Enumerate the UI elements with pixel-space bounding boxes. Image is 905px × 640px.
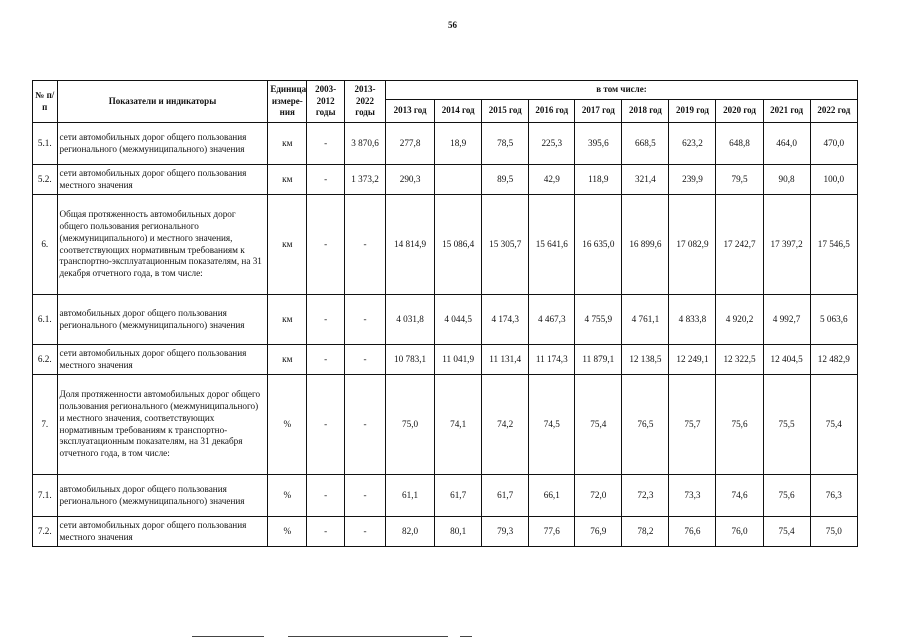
header-year: 2016 год (529, 100, 575, 123)
year-value: 15 641,6 (529, 195, 575, 295)
indicators-table (32, 80, 858, 547)
year-value: 290,3 (386, 165, 435, 195)
year-value: 321,4 (622, 165, 669, 195)
table-row (33, 165, 858, 195)
unit-cell: км (268, 165, 307, 195)
value-2013-2022: - (345, 295, 386, 345)
year-value: 74,2 (482, 375, 529, 475)
year-value: 12 322,5 (716, 345, 763, 375)
row-number: 6.1. (33, 295, 58, 345)
table-row (33, 345, 858, 375)
bottom-rule (0, 634, 905, 640)
year-value: 76,6 (669, 517, 716, 547)
row-number: 7.2. (33, 517, 58, 547)
value-2003-2012: - (307, 165, 345, 195)
year-value: 118,9 (575, 165, 622, 195)
year-value: 80,1 (435, 517, 482, 547)
year-value: 90,8 (763, 165, 810, 195)
year-value: 17 546,5 (810, 195, 857, 295)
year-value: 4 031,8 (386, 295, 435, 345)
year-value: 18,9 (435, 123, 482, 165)
table-body (33, 123, 858, 547)
year-value: 16 899,6 (622, 195, 669, 295)
table-row (33, 295, 858, 345)
year-value: 76,5 (622, 375, 669, 475)
year-value: 277,8 (386, 123, 435, 165)
year-value: 17 397,2 (763, 195, 810, 295)
unit-cell: % (268, 375, 307, 475)
year-value: 100,0 (810, 165, 857, 195)
year-value: 4 833,8 (669, 295, 716, 345)
year-value: 79,3 (482, 517, 529, 547)
year-value: 75,4 (810, 375, 857, 475)
year-value: 72,0 (575, 475, 622, 517)
table-row (33, 195, 858, 295)
indicator-name: сети автомобильных дорог общего пользования местного значения (57, 345, 268, 375)
year-value: 78,5 (482, 123, 529, 165)
indicator-name: сети автомобильных дорог общего пользования местного значения (57, 165, 268, 195)
value-2003-2012: - (307, 375, 345, 475)
year-value: 15 305,7 (482, 195, 529, 295)
value-2003-2012: - (307, 195, 345, 295)
year-value: 4 761,1 (622, 295, 669, 345)
year-value: 395,6 (575, 123, 622, 165)
value-2013-2022: - (345, 195, 386, 295)
year-value: 73,3 (669, 475, 716, 517)
year-value: 75,7 (669, 375, 716, 475)
year-value: 668,5 (622, 123, 669, 165)
row-number: 5.2. (33, 165, 58, 195)
header-year: 2018 год (622, 100, 669, 123)
year-value: 14 814,9 (386, 195, 435, 295)
year-value: 75,4 (575, 375, 622, 475)
header-year: 2017 год (575, 100, 622, 123)
year-value: 17 242,7 (716, 195, 763, 295)
value-2013-2022: - (345, 375, 386, 475)
header-including: в том числе: (386, 81, 858, 100)
table-row (33, 475, 858, 517)
year-value: 74,1 (435, 375, 482, 475)
year-value: 17 082,9 (669, 195, 716, 295)
row-number: 7.1. (33, 475, 58, 517)
indicator-name: сети автомобильных дорог общего пользования регионального (межмуниципального) значения (57, 123, 268, 165)
year-value: 61,7 (435, 475, 482, 517)
year-value: 4 467,3 (529, 295, 575, 345)
table-row (33, 517, 858, 547)
year-value: 89,5 (482, 165, 529, 195)
value-2013-2022: 3 870,6 (345, 123, 386, 165)
year-value: 10 783,1 (386, 345, 435, 375)
value-2013-2022: - (345, 475, 386, 517)
header-num: № п/п (33, 81, 58, 123)
year-value: 464,0 (763, 123, 810, 165)
row-number: 7. (33, 375, 58, 475)
header-unit: Единица измере-ния (268, 81, 307, 123)
value-2003-2012: - (307, 517, 345, 547)
year-value: 74,6 (716, 475, 763, 517)
indicator-name: Общая протяженность автомобильных дорог общего пользования регионального (межмуниципального) и местного значения, соответствующих нормативным требованиям к транспортно-эксплуатационным показателям, на 31 декабря отчетного года, в том числе: (57, 195, 268, 295)
year-value: 11 131,4 (482, 345, 529, 375)
year-value: 76,3 (810, 475, 857, 517)
year-value: 4 174,3 (482, 295, 529, 345)
indicator-name: сети автомобильных дорог общего пользования местного значения (57, 517, 268, 547)
year-value: 239,9 (669, 165, 716, 195)
value-2003-2012: - (307, 345, 345, 375)
unit-cell: % (268, 517, 307, 547)
indicator-name: автомобильных дорог общего пользования регионального (межмуниципального) значения (57, 295, 268, 345)
year-value: 16 635,0 (575, 195, 622, 295)
year-value: 12 482,9 (810, 345, 857, 375)
indicator-name: автомобильных дорог общего пользования регионального (межмуниципального) значения (57, 475, 268, 517)
year-value: 4 992,7 (763, 295, 810, 345)
header-year: 2015 год (482, 100, 529, 123)
year-value: 11 879,1 (575, 345, 622, 375)
indicator-name: Доля протяженности автомобильных дорог общего пользования регионального (межмуниципального) и местного значения, соответствующих нормативным требованиям к транспортно-эксплуатационным показателям, на 31 декабря отчетного года, в том числе: (57, 375, 268, 475)
year-value: 4 755,9 (575, 295, 622, 345)
year-value: 75,0 (810, 517, 857, 547)
year-value (435, 165, 482, 195)
header-2003-2012: 2003-2012 годы (307, 81, 345, 123)
header-indicator: Показатели и индикаторы (57, 81, 268, 123)
row-number: 5.1. (33, 123, 58, 165)
header-row-1 (33, 81, 858, 100)
year-value: 61,7 (482, 475, 529, 517)
year-value: 66,1 (529, 475, 575, 517)
unit-cell: км (268, 345, 307, 375)
year-value: 15 086,4 (435, 195, 482, 295)
table-row (33, 375, 858, 475)
year-value: 76,9 (575, 517, 622, 547)
row-number: 6. (33, 195, 58, 295)
year-value: 74,5 (529, 375, 575, 475)
year-value: 77,6 (529, 517, 575, 547)
year-value: 82,0 (386, 517, 435, 547)
value-2003-2012: - (307, 123, 345, 165)
header-year: 2014 год (435, 100, 482, 123)
header-year: 2022 год (810, 100, 857, 123)
year-value: 75,6 (716, 375, 763, 475)
header-year: 2013 год (386, 100, 435, 123)
year-value: 12 249,1 (669, 345, 716, 375)
unit-cell: км (268, 295, 307, 345)
page-number: 56 (448, 20, 457, 30)
year-value: 5 063,6 (810, 295, 857, 345)
year-value: 75,4 (763, 517, 810, 547)
unit-cell: км (268, 195, 307, 295)
year-value: 76,0 (716, 517, 763, 547)
year-value: 623,2 (669, 123, 716, 165)
year-value: 12 138,5 (622, 345, 669, 375)
year-value: 78,2 (622, 517, 669, 547)
year-value: 225,3 (529, 123, 575, 165)
year-value: 75,0 (386, 375, 435, 475)
year-value: 75,6 (763, 475, 810, 517)
year-value: 12 404,5 (763, 345, 810, 375)
row-number: 6.2. (33, 345, 58, 375)
year-value: 11 174,3 (529, 345, 575, 375)
value-2003-2012: - (307, 295, 345, 345)
year-value: 11 041,9 (435, 345, 482, 375)
value-2013-2022: - (345, 345, 386, 375)
value-2003-2012: - (307, 475, 345, 517)
year-value: 648,8 (716, 123, 763, 165)
header-year: 2019 год (669, 100, 716, 123)
year-value: 4 044,5 (435, 295, 482, 345)
year-value: 470,0 (810, 123, 857, 165)
year-value: 79,5 (716, 165, 763, 195)
header-2013-2022: 2013-2022 годы (345, 81, 386, 123)
year-value: 75,5 (763, 375, 810, 475)
year-value: 61,1 (386, 475, 435, 517)
year-value: 42,9 (529, 165, 575, 195)
header-year: 2021 год (763, 100, 810, 123)
year-value: 4 920,2 (716, 295, 763, 345)
unit-cell: % (268, 475, 307, 517)
value-2013-2022: 1 373,2 (345, 165, 386, 195)
header-year: 2020 год (716, 100, 763, 123)
year-value: 72,3 (622, 475, 669, 517)
value-2013-2022: - (345, 517, 386, 547)
unit-cell: км (268, 123, 307, 165)
table-row (33, 123, 858, 165)
